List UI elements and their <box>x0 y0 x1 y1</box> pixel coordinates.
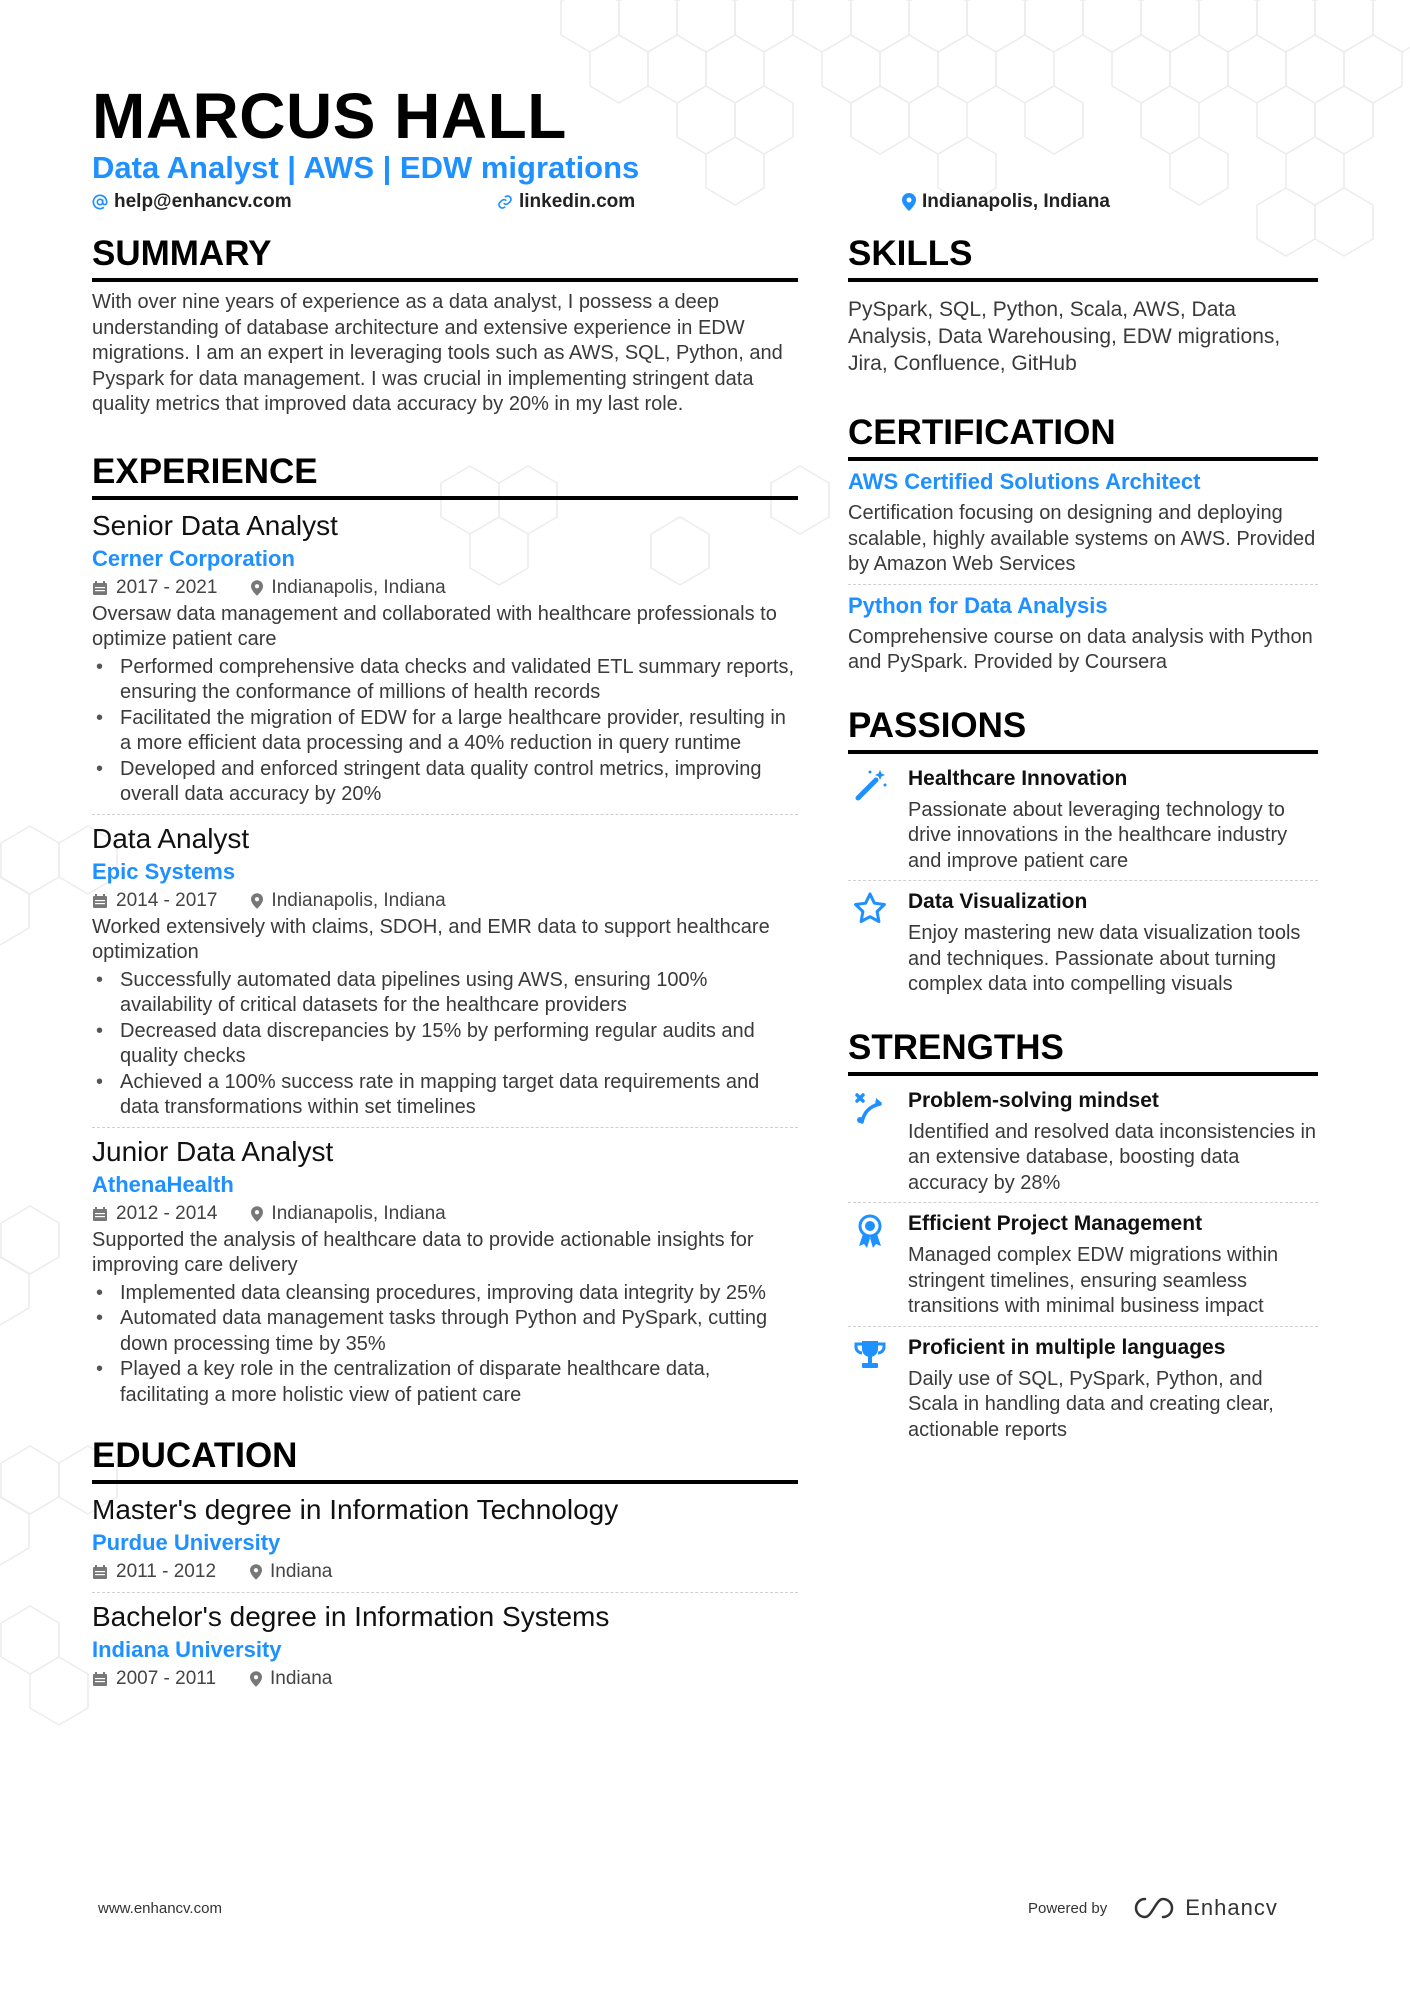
certification-description: Certification focusing on designing and deploying scalable, highly available systems on AWS. Provided by Amazon Web Services <box>848 502 1316 575</box>
strength-description: Daily use of SQL, PySpark, Python, and Scala in handling data and creating clear, actionable reports <box>908 1367 1274 1441</box>
certification-description: Comprehensive course on data analysis with Python and PySpark. Provided by Coursera <box>848 625 1313 673</box>
map-pin-icon <box>250 1564 262 1580</box>
experience-heading: EXPERIENCE <box>92 450 798 500</box>
passion-title: Healthcare Innovation <box>908 766 1128 790</box>
job-meta <box>92 574 798 602</box>
job-title: Junior Data Analyst <box>92 1135 334 1167</box>
job-meta <box>92 887 798 915</box>
entry-divider <box>92 814 798 815</box>
entry-divider <box>848 1202 1318 1203</box>
passion-description: Enjoy mastering new data visualization tools and techniques. Passionate about turning complex data into compelling visuals <box>908 922 1301 995</box>
job-description: Worked extensively with claims, SDOH, and EMR data to support healthcare optimization <box>92 915 770 963</box>
brand-name: Enhancv <box>1185 1895 1278 1920</box>
job-title: Senior Data Analyst <box>92 509 338 541</box>
linkedin-text: linkedin.com <box>519 191 636 212</box>
strength-entry <box>848 1209 1318 1320</box>
summary-heading: SUMMARY <box>92 232 798 282</box>
experience-entry <box>92 1134 798 1409</box>
footer-website[interactable]: www.enhancv.com <box>98 1900 222 1917</box>
job-location: Indianapolis, Indiana <box>271 889 446 911</box>
certification-entry <box>848 467 1318 578</box>
calendar-icon <box>92 580 108 596</box>
candidate-name: MARCUS HALL <box>92 80 567 152</box>
passion-entry <box>848 887 1318 998</box>
skills-text: PySpark, SQL, Python, Scala, AWS, Data Analysis, Data Warehousing, EDW migrations, Jira, Confluence, GitHub <box>848 298 1281 375</box>
entry-divider <box>848 584 1318 585</box>
strength-entry <box>848 1086 1318 1197</box>
degree-title: Master's degree in Information Technology <box>92 1494 619 1525</box>
calendar-icon <box>92 1564 108 1580</box>
certification-name: Python for Data Analysis <box>848 592 1108 618</box>
job-location: Indianapolis, Indiana <box>271 576 446 598</box>
entry-divider <box>92 1592 798 1593</box>
company-name: AthenaHealth <box>92 1171 234 1197</box>
education-entry <box>92 1599 798 1693</box>
education-meta <box>92 1665 798 1693</box>
strength-description: Managed complex EDW migrations within stringent timelines, ensuring seamless transitions with minimal business impact <box>908 1244 1279 1317</box>
map-pin-icon <box>250 1671 262 1687</box>
job-bullets <box>92 655 798 808</box>
summary-text: With over nine years of experience as a data analyst, I possess a deep understanding of database architecture and extensive experience in EDW migrations. I am an expert in leveraging tools such as AWS, SQL, Python, and Pyspark for data management. I was crucial in implementing stringent data quality metrics that improved data accuracy by 20% in my last role. <box>92 291 783 415</box>
summary-section <box>92 232 798 418</box>
contact-email[interactable] <box>92 190 292 214</box>
education-dates: 2011 - 2012 <box>116 1561 217 1582</box>
award-ribbon-icon <box>848 1209 892 1320</box>
job-dates: 2014 - 2017 <box>116 889 218 911</box>
entry-divider <box>92 1127 798 1128</box>
experience-entry <box>92 821 798 1121</box>
entry-divider <box>848 1326 1318 1327</box>
bullet-item: • Implemented data cleansing procedures, improving data integrity by 25% <box>92 1281 798 1307</box>
certification-section <box>848 411 1318 676</box>
magic-wand-icon <box>848 764 892 875</box>
location-text: Indianapolis, Indiana <box>922 191 1110 212</box>
education-dates: 2007 - 2011 <box>116 1668 217 1689</box>
bullet-item: • Developed and enforced stringent data quality control metrics, improving overall data accuracy by 20% <box>92 757 798 808</box>
education-section <box>92 1434 798 1693</box>
experience-entry <box>92 508 798 808</box>
calendar-icon <box>92 893 108 909</box>
job-bullets <box>92 968 798 1121</box>
map-pin-icon <box>251 580 263 596</box>
school-name: Indiana University <box>92 1637 282 1662</box>
company-name: Epic Systems <box>92 858 236 884</box>
trophy-icon <box>848 1333 892 1444</box>
map-pin-icon <box>251 893 263 909</box>
bullet-item: • Played a key role in the centralization of disparate healthcare data, facilitating a more holistic view of patient care <box>92 1357 798 1408</box>
passion-title: Data Visualization <box>908 890 1088 913</box>
experience-section <box>92 450 798 1409</box>
strength-description: Identified and resolved data inconsistencies in an extensive database, boosting data accuracy by 28% <box>908 1120 1317 1194</box>
job-dates: 2017 - 2021 <box>116 576 218 598</box>
bullet-item: • Successfully automated data pipelines using AWS, ensuring 100% availability of critical datasets for the healthcare providers <box>92 968 798 1019</box>
certification-entry <box>848 591 1318 676</box>
job-bullets <box>92 1281 798 1409</box>
strength-entry <box>848 1333 1318 1444</box>
degree-title: Bachelor's degree in Information Systems <box>92 1601 610 1632</box>
company-name: Cerner Corporation <box>92 545 295 571</box>
passion-description: Passionate about leveraging technology to drive innovations in the healthcare industry and improve patient care <box>908 798 1288 872</box>
education-location: Indiana <box>270 1561 333 1582</box>
strength-title: Proficient in multiple languages <box>908 1335 1226 1359</box>
school-name: Purdue University <box>92 1530 281 1555</box>
at-sign-icon <box>92 194 108 210</box>
bullet-item: • Automated data management tasks through Python and PySpark, cutting down processing time by 35% <box>92 1306 798 1357</box>
map-pin-icon <box>902 193 916 211</box>
enhancv-logo[interactable] <box>1131 1895 1278 1921</box>
passion-entry <box>848 764 1318 875</box>
entry-divider <box>848 880 1318 881</box>
right-column <box>848 232 1318 1443</box>
passions-section <box>848 704 1318 998</box>
calendar-icon <box>92 1206 108 1222</box>
passions-heading: PASSIONS <box>848 704 1318 754</box>
bullet-item: • Achieved a 100% success rate in mapping target data requirements and data transformations within set timelines <box>92 1070 798 1121</box>
certification-heading: CERTIFICATION <box>848 411 1318 461</box>
left-column <box>92 232 798 1693</box>
candidate-title: Data Analyst | AWS | EDW migrations <box>92 150 640 185</box>
calendar-icon <box>92 1671 108 1687</box>
education-meta <box>92 1558 798 1586</box>
strength-title: Efficient Project Management <box>908 1212 1203 1235</box>
bullet-item: • Performed comprehensive data checks and validated ETL summary reports, ensuring the conformance of millions of health records <box>92 655 798 706</box>
bullet-item: • Facilitated the migration of EDW for a large healthcare provider, resulting in a more efficient data processing and a 40% reduction in query runtime <box>92 706 798 757</box>
bullet-item: • Decreased data discrepancies by 15% by performing regular audits and quality checks <box>92 1019 798 1070</box>
powered-by-label: Powered by <box>1028 1899 1108 1917</box>
strength-title: Problem-solving mindset <box>908 1088 1159 1112</box>
star-icon <box>848 887 892 998</box>
education-location: Indiana <box>270 1668 333 1689</box>
footer-branding <box>1028 1895 1278 1921</box>
job-description: Supported the analysis of healthcare data to provide actionable insights for improving care delivery <box>92 1228 754 1276</box>
job-description: Oversaw data management and collaborated with healthcare professionals to optimize patient care <box>92 602 777 650</box>
link-icon <box>497 194 513 210</box>
email-text: help@enhancv.com <box>114 191 292 212</box>
contact-location <box>902 190 1110 214</box>
strategy-icon <box>848 1086 892 1197</box>
education-entry <box>92 1492 798 1586</box>
job-dates: 2012 - 2014 <box>116 1202 218 1224</box>
contact-linkedin[interactable] <box>497 190 635 214</box>
map-pin-icon <box>251 1206 263 1222</box>
skills-section <box>848 232 1318 377</box>
enhancv-logo-icon <box>1131 1895 1177 1921</box>
strengths-section <box>848 1026 1318 1444</box>
job-meta <box>92 1200 798 1228</box>
job-location: Indianapolis, Indiana <box>271 1202 446 1224</box>
certification-name: AWS Certified Solutions Architect <box>848 469 1201 494</box>
education-heading: EDUCATION <box>92 1434 798 1484</box>
strengths-heading: STRENGTHS <box>848 1026 1318 1076</box>
skills-heading: SKILLS <box>848 232 1318 282</box>
job-title: Data Analyst <box>92 822 250 854</box>
